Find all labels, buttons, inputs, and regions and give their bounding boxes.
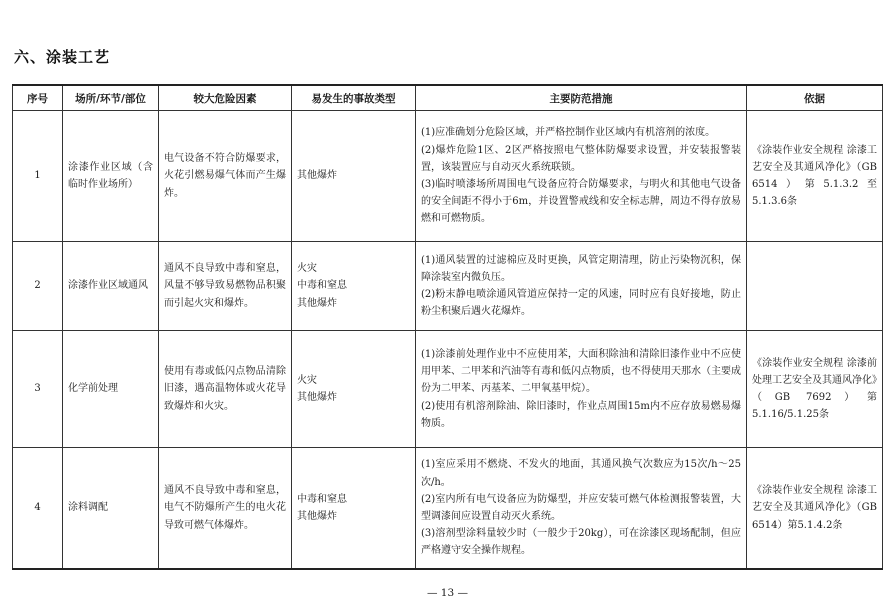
- table-row: [13, 111, 883, 242]
- table-row: [13, 242, 883, 331]
- place-cell: 涂漆作业区域通风: [63, 242, 159, 331]
- basis-cell: 《涂装作业安全规程 涂漆前处理工艺安全及其通风净化》（GB 7692）第5.1.16/5.1.25条: [747, 331, 883, 448]
- accident-type: 中毒和窒息: [297, 493, 347, 505]
- accident-type: 火灾: [297, 263, 317, 275]
- accident-type-cell: [292, 448, 416, 570]
- risk-cell: 使用有毒或低闪点物品清除旧漆，遇高温物体或火花导致爆炸和火灾。: [159, 331, 292, 448]
- table-row: [13, 448, 883, 570]
- risk-cell: 通风不良导致中毒和窒息，电气不防爆所产生的电火花导致可燃气体爆炸。: [159, 448, 292, 570]
- accident-type: 其他爆炸: [297, 297, 337, 309]
- row-number: 4: [13, 448, 63, 570]
- place-cell: 涂料调配: [63, 448, 159, 570]
- row-number: 1: [13, 111, 63, 242]
- safety-table: [12, 84, 883, 570]
- accident-type-cell: [292, 242, 416, 331]
- page-number: — 13 —: [426, 587, 469, 599]
- header-accident-type: 易发生的事故类型: [292, 85, 416, 111]
- risk-cell: 电气设备不符合防爆要求，火花引燃易爆气体而产生爆炸。: [159, 111, 292, 242]
- place-cell: 化学前处理: [63, 331, 159, 448]
- row-number: 2: [13, 242, 63, 331]
- measure-item: (2)使用有机溶剂除油、除旧漆时，作业点周围15m内不应存放易燃易爆物质。: [421, 400, 741, 429]
- measure-item: (2)室内所有电气设备应为防爆型，并应安装可燃气体检测报警装置，大型调漆间应设置自动灭火系统。: [421, 493, 741, 522]
- measure-item: (3)溶剂型涂料量较少时（一般少于20kg），可在涂漆区现场配制，但应严格遵守安全操作规程。: [421, 528, 741, 557]
- measure-item: (1)涂漆前处理作业中不应使用苯，大面积除油和清除旧漆作业中不应使用甲苯、二甲苯和汽油等有毒和低闪点物质，也不得使用天那水（主要成份为二甲苯、丙基苯、二甲氧基甲烷）。: [421, 349, 741, 395]
- header-basis: 依据: [747, 85, 883, 111]
- accident-type: 其他爆炸: [297, 170, 337, 182]
- measures-cell: [416, 448, 747, 570]
- measure-item: (2)粉末静电喷涂通风管道应保持一定的风速，同时应有良好接地，防止粉尘积聚后遇火花爆炸。: [421, 289, 741, 318]
- measures-cell: [416, 242, 747, 331]
- accident-type: 其他爆炸: [297, 511, 337, 522]
- table-header-row: [13, 85, 883, 111]
- header-place: 场所/环节/部位: [63, 85, 159, 111]
- section-title: 六、涂装工艺: [14, 48, 111, 66]
- measure-item: (1)室应采用不燃烧、不发火的地面，其通风换气次数应为15次/h～25次/h。: [421, 459, 741, 488]
- header-measures: 主要防范措施: [416, 85, 747, 111]
- measures-cell: [416, 331, 747, 448]
- measure-item: (3)临时喷漆场所周围电气设备应符合防爆要求，与明火和其他电气设备的安全间距不得小于6m，并设置警戒线和安全标志牌，周边不得存放易燃和可燃物质。: [421, 179, 741, 225]
- accident-type-cell: [292, 331, 416, 448]
- row-number: 3: [13, 331, 63, 448]
- accident-type: 其他爆炸: [297, 392, 337, 403]
- accident-type: 火灾: [297, 374, 317, 386]
- measure-item: (2)爆炸危险1区、2区严格按照电气整体防爆要求设置，并安装报警装置，该装置应与自动灭火系统联锁。: [421, 144, 741, 173]
- measures-cell: [416, 111, 747, 242]
- risk-cell: 通风不良导致中毒和窒息，风量不够导致易燃物品积聚而引起火灾和爆炸。: [159, 242, 292, 331]
- table-row: [13, 331, 883, 448]
- measure-item: (1)应准确划分危险区域，并严格控制作业区域内有机溶剂的浓度。: [421, 127, 716, 139]
- measure-item: (1)通风装置的过滤棉应及时更换，风管定期清理，防止污染物沉积，保障涂装室内微负压。: [421, 254, 741, 283]
- basis-cell: [747, 242, 883, 331]
- basis-cell: 《涂装作业安全规程 涂漆工艺安全及其通风净化》（GB 6514）第5.1.4.2条: [747, 448, 883, 570]
- header-risk: 较大危险因素: [159, 85, 292, 111]
- accident-type-cell: [292, 111, 416, 242]
- basis-cell: 《涂装作业安全规程 涂漆工艺安全及其通风净化》（GB 6514）第5.1.3.2至5.1.3.6条: [747, 111, 883, 242]
- accident-type: 中毒和窒息: [297, 280, 347, 292]
- header-no: 序号: [13, 85, 63, 111]
- place-cell: 涂漆作业区域（含临时作业场所）: [63, 111, 159, 242]
